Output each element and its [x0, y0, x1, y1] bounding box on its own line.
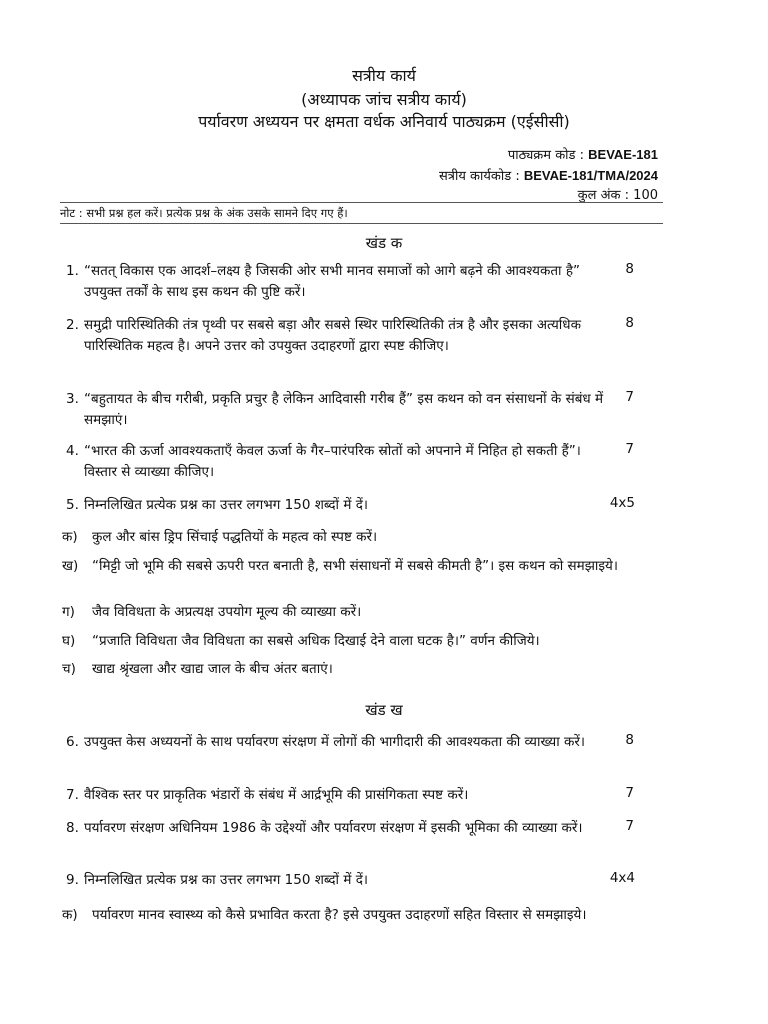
subpart-text: “मिट्टी जो भूमि की सबसे ऊपरी परत बनाती है, सभी संसाधनों में सबसे कीमती है”। इस कथन को समझाइये। [92, 558, 618, 574]
section-a-title: खंड क [365, 234, 403, 252]
question-7 [66, 785, 606, 806]
course-title: पर्यावरण अध्ययन पर क्षमता वर्धक अनिवार्य पाठ्यक्रम (एईसीसी) [198, 112, 570, 131]
question-4 [66, 441, 606, 483]
question-8-marks: 7 [625, 818, 634, 834]
subpart-text: खाद्य श्रृंखला और खाद्य जाल के बीच अंतर बताएं। [92, 661, 333, 677]
subpart-label: घ) [62, 633, 76, 649]
subpart-label: क) [62, 529, 78, 545]
question-4-marks: 7 [625, 441, 634, 457]
question-6 [66, 732, 606, 753]
question-5 [66, 495, 606, 516]
subpart-text: जैव विविधता के अप्रत्यक्ष उपयोग मूल्य की व्याख्या करें। [92, 604, 362, 620]
assignment-code-line [439, 166, 658, 184]
question-text: वैश्विक स्तर पर प्राकृतिक भंडारों के संबंध में आर्द्रभूमि की प्रासंगिकता स्पष्ट करें। [84, 787, 469, 803]
question-1-marks: 8 [625, 261, 634, 277]
instructions-note: नोट : सभी प्रश्न हल करें। प्रत्येक प्रश्न के अंक उसके सामने दिए गए हैं। [60, 206, 348, 220]
question-1 [66, 261, 606, 303]
question-text: उपयुक्त केस अध्ययनों के साथ पर्यावरण संरक्षण में लोगों की भागीदारी की आवश्यकता की व्याख्या करें। [84, 734, 585, 750]
assignment-code: BEVAE-181/TMA/2024 [523, 168, 658, 183]
subpart-label: क) [62, 907, 78, 923]
page-title: सत्रीय कार्य [352, 66, 416, 85]
course-code-label: पाठ्यक्रम कोड : [507, 148, 585, 163]
question-number: 7. [66, 787, 79, 803]
question-text: निम्नलिखित प्रत्येक प्रश्न का उत्तर लगभग 150 शब्दों में दें। [84, 497, 368, 513]
page-subtitle: (अध्यापक जांच सत्रीय कार्य) [301, 90, 467, 109]
subpart-b-a [62, 905, 637, 926]
section-b-title: खंड ख [365, 701, 403, 719]
question-number: 8. [66, 820, 79, 836]
subpart-b [62, 556, 642, 577]
divider-bottom [60, 223, 663, 224]
subpart-text: कुल और बांस ड्रिप सिंचाई पद्धतियों के महत्व को स्पष्ट करें। [92, 529, 378, 545]
subpart-a [62, 527, 642, 548]
subpart-text: पर्यावरण मानव स्वास्थ्य को कैसे प्रभावित करता है? इसे उपयुक्त उदाहरणों सहित विस्तार से समझाइये। [92, 907, 587, 923]
question-number: 1. [66, 263, 79, 279]
question-number: 3. [66, 391, 79, 407]
question-5-marks: 4x5 [609, 495, 635, 511]
total-marks-label: कुल अंक : [577, 188, 630, 203]
subpart-label: ग) [62, 604, 75, 620]
question-text: “भारत की ऊर्जा आवश्यकताएँ केवल ऊर्जा के गैर–पारंपरिक स्रोतों को अपनाने में निहित हो सकती हैं”। विस्तार से व्याख्या कीजिए। [84, 443, 581, 480]
question-number: 4. [66, 443, 79, 459]
question-9 [66, 870, 606, 891]
question-7-marks: 7 [625, 785, 634, 801]
course-code: BEVAE-181 [588, 147, 658, 162]
question-2 [66, 315, 606, 357]
question-number: 5. [66, 497, 79, 513]
subpart-c [62, 602, 642, 623]
subpart-e [62, 659, 642, 680]
question-number: 9. [66, 872, 79, 888]
question-number: 6. [66, 734, 79, 750]
question-3 [66, 389, 606, 431]
question-text: पर्यावरण संरक्षण अधिनियम 1986 के उद्देश्यों और पर्यावरण संरक्षण में इसकी भूमिका की व्याख्या करें। [84, 820, 583, 836]
question-text: “बहुतायत के बीच गरीबी, प्रकृति प्रचुर है लेकिन आदिवासी गरीब हैं” इस कथन को वन संसाधनों के संबंध में समझाएं। [84, 391, 604, 428]
question-9-marks: 4x4 [609, 870, 635, 886]
question-number: 2. [66, 317, 79, 333]
question-8 [66, 818, 606, 839]
subpart-label: च) [62, 661, 76, 677]
total-marks-line [578, 185, 658, 203]
subpart-text: “प्रजाति विविधता जैव विविधता का सबसे अधिक दिखाई देने वाला घटक है।” वर्णन कीजिये। [92, 633, 540, 649]
subpart-label: ख) [62, 558, 79, 574]
question-6-marks: 8 [625, 732, 634, 748]
subpart-d [62, 631, 642, 652]
question-text: समुद्री पारिस्थितिकी तंत्र पृथ्वी पर सबसे बड़ा और सबसे स्थिर पारिस्थितिकी तंत्र है और इसका अत्यधिक पारिस्थितिक महत्व है। अपने उत्तर को उपयुक्त उदाहरणों द्वारा स्पष्ट कीजिए। [84, 317, 581, 354]
question-2-marks: 8 [625, 315, 634, 331]
question-text: “सतत् विकास एक आदर्श–लक्ष्य है जिसकी ओर सभी मानव समाजों को आगे बढ़ने की आवश्यकता है” उपयुक्त तर्कों के साथ इस कथन की पुष्टि करें। [84, 263, 581, 300]
question-3-marks: 7 [625, 389, 634, 405]
divider-top [60, 202, 663, 203]
total-marks: 100 [633, 188, 658, 203]
question-text: निम्नलिखित प्रत्येक प्रश्न का उत्तर लगभग 150 शब्दों में दें। [84, 872, 368, 888]
assignment-code-label: सत्रीय कार्यकोड : [438, 169, 520, 184]
course-code-line [508, 145, 658, 163]
